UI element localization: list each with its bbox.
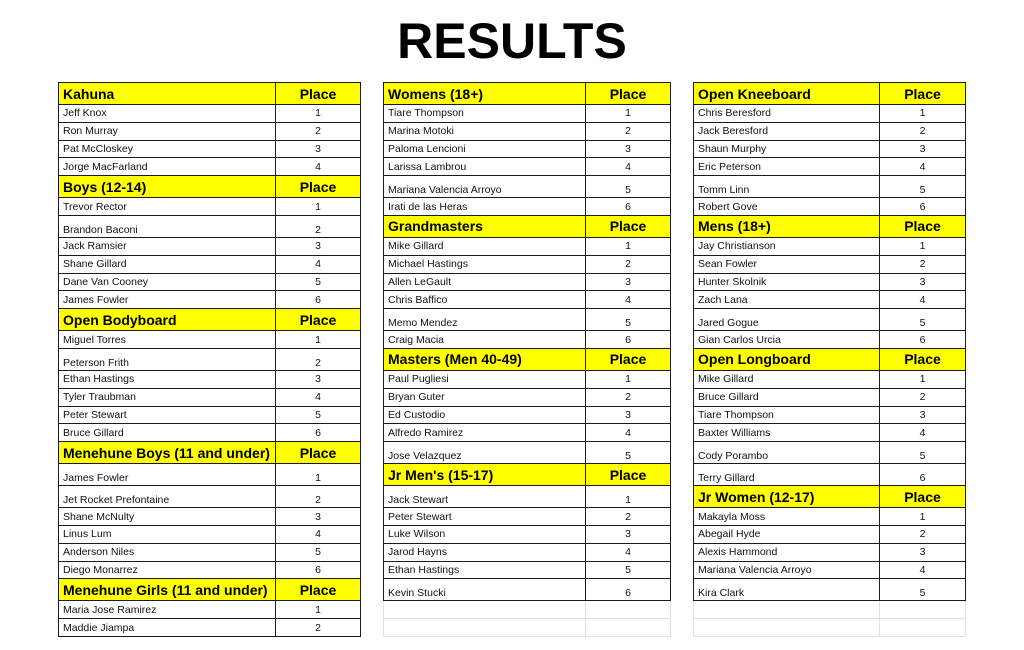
results-table xyxy=(58,82,361,637)
competitor-name: Craig Macia xyxy=(384,331,586,349)
table-row xyxy=(694,561,966,579)
results-table xyxy=(693,82,966,637)
place-value: 3 xyxy=(586,525,671,543)
competitor-name: Gian Carlos Urcia xyxy=(694,331,880,349)
competitor-name: Peter Stewart xyxy=(384,508,586,526)
place-value: 5 xyxy=(586,442,671,464)
competitor-name: Anderson Niles xyxy=(59,543,276,561)
section-header-row xyxy=(384,464,671,486)
place-value: 1 xyxy=(880,370,966,388)
place-value: 4 xyxy=(276,158,361,176)
competitor-name: Peterson Frith xyxy=(59,348,276,370)
competitor-name: Makayla Moss xyxy=(694,508,880,526)
competitor-name: Chris Baffico xyxy=(384,291,586,309)
empty-cell xyxy=(694,619,880,637)
competitor-name: Tiare Thompson xyxy=(694,406,880,424)
place-value: 3 xyxy=(276,508,361,526)
table-row xyxy=(694,464,966,486)
empty-row xyxy=(694,619,966,637)
table-row xyxy=(384,579,671,601)
place-value: 2 xyxy=(880,122,966,140)
place-value: 4 xyxy=(880,561,966,579)
competitor-name: Jorge MacFarland xyxy=(59,158,276,176)
table-row xyxy=(59,198,361,216)
table-row xyxy=(384,273,671,291)
place-column-header: Place xyxy=(276,83,361,105)
place-value: 5 xyxy=(276,406,361,424)
place-value: 2 xyxy=(880,388,966,406)
table-row xyxy=(59,273,361,291)
place-value: 3 xyxy=(880,273,966,291)
competitor-name: James Fowler xyxy=(59,291,276,309)
section-header-row xyxy=(694,215,966,237)
place-column-header: Place xyxy=(586,215,671,237)
table-row xyxy=(59,122,361,140)
section-header-row xyxy=(694,486,966,508)
section-header-row xyxy=(384,215,671,237)
place-column-header: Place xyxy=(276,579,361,601)
table-row xyxy=(694,424,966,442)
place-value: 6 xyxy=(586,331,671,349)
table-row xyxy=(384,543,671,561)
place-column-header: Place xyxy=(586,348,671,370)
section-header-row xyxy=(59,83,361,105)
competitor-name: Ethan Hastings xyxy=(59,370,276,388)
table-row xyxy=(694,309,966,331)
place-value: 1 xyxy=(586,370,671,388)
division-heading: Jr Women (12-17) xyxy=(694,486,880,508)
competitor-name: Tyler Traubman xyxy=(59,388,276,406)
competitor-name: Hunter Skolnik xyxy=(694,273,880,291)
table-row xyxy=(694,543,966,561)
empty-cell xyxy=(880,619,966,637)
section-header-row xyxy=(59,176,361,198)
table-row xyxy=(384,122,671,140)
competitor-name: Eric Peterson xyxy=(694,158,880,176)
competitor-name: Pat McCloskey xyxy=(59,140,276,158)
table-row xyxy=(694,406,966,424)
place-value: 5 xyxy=(276,543,361,561)
competitor-name: Baxter Williams xyxy=(694,424,880,442)
division-heading: Open Longboard xyxy=(694,348,880,370)
place-column-header: Place xyxy=(880,486,966,508)
division-heading: Open Bodyboard xyxy=(59,309,276,331)
section-header-row xyxy=(694,83,966,105)
competitor-name: Jack Beresford xyxy=(694,122,880,140)
table-row xyxy=(59,561,361,579)
table-row xyxy=(59,255,361,273)
table-row xyxy=(384,406,671,424)
table-row xyxy=(384,424,671,442)
place-value: 6 xyxy=(276,424,361,442)
competitor-name: Maria Jose Ramirez xyxy=(59,601,276,619)
table-row xyxy=(59,370,361,388)
place-value: 4 xyxy=(276,525,361,543)
competitor-name: Tiare Thompson xyxy=(384,105,586,123)
place-value: 4 xyxy=(880,158,966,176)
table-row xyxy=(694,140,966,158)
place-value: 1 xyxy=(880,237,966,255)
competitor-name: Luke Wilson xyxy=(384,525,586,543)
place-value: 2 xyxy=(276,619,361,637)
table-row xyxy=(59,237,361,255)
empty-cell xyxy=(586,619,671,637)
empty-cell xyxy=(880,601,966,619)
table-row xyxy=(384,525,671,543)
empty-row xyxy=(384,619,671,637)
place-value: 1 xyxy=(276,105,361,123)
competitor-name: Ed Custodio xyxy=(384,406,586,424)
place-value: 6 xyxy=(880,331,966,349)
place-value: 6 xyxy=(880,198,966,216)
place-value: 1 xyxy=(880,508,966,526)
place-value: 1 xyxy=(586,486,671,508)
table-row xyxy=(384,291,671,309)
table-row xyxy=(59,406,361,424)
table-row xyxy=(384,255,671,273)
place-column-header: Place xyxy=(586,464,671,486)
place-value: 5 xyxy=(880,442,966,464)
place-value: 1 xyxy=(586,105,671,123)
competitor-name: Allen LeGault xyxy=(384,273,586,291)
competitor-name: James Fowler xyxy=(59,464,276,486)
place-column-header: Place xyxy=(880,215,966,237)
competitor-name: Paul Pugliesi xyxy=(384,370,586,388)
place-value: 3 xyxy=(880,543,966,561)
section-header-row xyxy=(59,442,361,464)
empty-cell xyxy=(694,601,880,619)
place-column-header: Place xyxy=(880,83,966,105)
place-value: 3 xyxy=(586,406,671,424)
competitor-name: Zach Lana xyxy=(694,291,880,309)
division-heading: Menehune Boys (11 and under) xyxy=(59,442,276,464)
place-value: 5 xyxy=(586,176,671,198)
competitor-name: Terry Gillard xyxy=(694,464,880,486)
place-value: 5 xyxy=(880,579,966,601)
table-row xyxy=(59,486,361,508)
place-value: 4 xyxy=(880,424,966,442)
table-row xyxy=(694,525,966,543)
place-column-header: Place xyxy=(276,442,361,464)
place-value: 2 xyxy=(276,122,361,140)
place-value: 2 xyxy=(586,388,671,406)
competitor-name: Michael Hastings xyxy=(384,255,586,273)
table-row xyxy=(694,508,966,526)
place-value: 6 xyxy=(586,198,671,216)
place-value: 6 xyxy=(586,579,671,601)
table-row xyxy=(694,255,966,273)
table-row xyxy=(59,424,361,442)
table-row xyxy=(59,105,361,123)
place-value: 3 xyxy=(586,273,671,291)
competitor-name: Jet Rocket Prefontaine xyxy=(59,486,276,508)
competitor-name: Kira Clark xyxy=(694,579,880,601)
competitor-name: Jay Christianson xyxy=(694,237,880,255)
place-value: 2 xyxy=(586,255,671,273)
competitor-name: Bryan Guter xyxy=(384,388,586,406)
place-value: 3 xyxy=(276,237,361,255)
table-row xyxy=(59,525,361,543)
table-row xyxy=(694,122,966,140)
table-row xyxy=(59,348,361,370)
table-row xyxy=(59,508,361,526)
place-column-header: Place xyxy=(276,176,361,198)
competitor-name: Jared Gogue xyxy=(694,309,880,331)
section-header-row xyxy=(694,348,966,370)
table-row xyxy=(59,543,361,561)
division-heading: Masters (Men 40-49) xyxy=(384,348,586,370)
competitor-name: Linus Lum xyxy=(59,525,276,543)
place-value: 3 xyxy=(276,370,361,388)
place-value: 5 xyxy=(880,176,966,198)
table-row xyxy=(384,309,671,331)
place-value: 1 xyxy=(276,198,361,216)
table-row xyxy=(694,176,966,198)
table-row xyxy=(59,331,361,349)
competitor-name: Memo Mendez xyxy=(384,309,586,331)
place-value: 2 xyxy=(276,486,361,508)
competitor-name: Ethan Hastings xyxy=(384,561,586,579)
competitor-name: Shaun Murphy xyxy=(694,140,880,158)
division-heading: Open Kneeboard xyxy=(694,83,880,105)
competitor-name: Marina Motoki xyxy=(384,122,586,140)
place-value: 6 xyxy=(276,561,361,579)
place-value: 1 xyxy=(880,105,966,123)
table-row xyxy=(59,619,361,637)
table-row xyxy=(384,486,671,508)
competitor-name: Miguel Torres xyxy=(59,331,276,349)
place-column-header: Place xyxy=(276,309,361,331)
results-column-3 xyxy=(693,82,966,637)
place-value: 2 xyxy=(276,215,361,237)
table-row xyxy=(59,158,361,176)
place-value: 4 xyxy=(586,291,671,309)
competitor-name: Peter Stewart xyxy=(59,406,276,424)
table-row xyxy=(694,442,966,464)
table-row xyxy=(384,237,671,255)
competitor-name: Paloma Lencioni xyxy=(384,140,586,158)
competitor-name: Irati de las Heras xyxy=(384,198,586,216)
place-value: 4 xyxy=(586,424,671,442)
place-value: 4 xyxy=(276,255,361,273)
place-value: 2 xyxy=(586,508,671,526)
table-row xyxy=(694,198,966,216)
competitor-name: Jeff Knox xyxy=(59,105,276,123)
competitor-name: Bruce Gillard xyxy=(694,388,880,406)
division-heading: Boys (12-14) xyxy=(59,176,276,198)
competitor-name: Bruce Gillard xyxy=(59,424,276,442)
table-row xyxy=(384,198,671,216)
place-value: 1 xyxy=(276,331,361,349)
table-row xyxy=(694,291,966,309)
place-value: 1 xyxy=(276,601,361,619)
empty-row xyxy=(384,601,671,619)
division-heading: Jr Men's (15-17) xyxy=(384,464,586,486)
competitor-name: Ron Murray xyxy=(59,122,276,140)
competitor-name: Jose Velazquez xyxy=(384,442,586,464)
place-value: 5 xyxy=(586,561,671,579)
competitor-name: Larissa Lambrou xyxy=(384,158,586,176)
table-row xyxy=(694,105,966,123)
division-heading: Mens (18+) xyxy=(694,215,880,237)
competitor-name: Tomm Linn xyxy=(694,176,880,198)
place-value: 1 xyxy=(276,464,361,486)
place-value: 6 xyxy=(880,464,966,486)
results-column-1 xyxy=(58,82,361,637)
competitor-name: Sean Fowler xyxy=(694,255,880,273)
competitor-name: Robert Gove xyxy=(694,198,880,216)
section-header-row xyxy=(384,83,671,105)
place-value: 2 xyxy=(586,122,671,140)
competitor-name: Jack Ramsier xyxy=(59,237,276,255)
empty-cell xyxy=(384,619,586,637)
table-row xyxy=(59,464,361,486)
table-row xyxy=(694,237,966,255)
place-value: 4 xyxy=(880,291,966,309)
section-header-row xyxy=(384,348,671,370)
results-column-2 xyxy=(383,82,671,637)
place-value: 4 xyxy=(276,388,361,406)
competitor-name: Mariana Valencia Arroyo xyxy=(384,176,586,198)
place-column-header: Place xyxy=(880,348,966,370)
table-row xyxy=(384,105,671,123)
table-row xyxy=(694,273,966,291)
competitor-name: Kevin Stucki xyxy=(384,579,586,601)
table-row xyxy=(384,158,671,176)
table-row xyxy=(59,215,361,237)
table-row xyxy=(694,579,966,601)
competitor-name: Shane Gillard xyxy=(59,255,276,273)
place-value: 5 xyxy=(586,309,671,331)
table-row xyxy=(384,176,671,198)
table-row xyxy=(384,370,671,388)
table-row xyxy=(384,442,671,464)
competitor-name: Dane Van Cooney xyxy=(59,273,276,291)
place-value: 3 xyxy=(880,406,966,424)
empty-cell xyxy=(384,601,586,619)
place-value: 3 xyxy=(276,140,361,158)
section-header-row xyxy=(59,579,361,601)
competitor-name: Alfredo Ramirez xyxy=(384,424,586,442)
empty-cell xyxy=(586,601,671,619)
competitor-name: Diego Monarrez xyxy=(59,561,276,579)
place-value: 6 xyxy=(276,291,361,309)
competitor-name: Brandon Baconi xyxy=(59,215,276,237)
table-row xyxy=(384,140,671,158)
place-value: 2 xyxy=(880,525,966,543)
competitor-name: Mariana Valencia Arroyo xyxy=(694,561,880,579)
table-row xyxy=(59,140,361,158)
empty-row xyxy=(694,601,966,619)
results-table xyxy=(383,82,671,637)
table-row xyxy=(384,388,671,406)
place-column-header: Place xyxy=(586,83,671,105)
place-value: 3 xyxy=(880,140,966,158)
table-row xyxy=(59,291,361,309)
division-heading: Kahuna xyxy=(59,83,276,105)
place-value: 4 xyxy=(586,158,671,176)
division-heading: Grandmasters xyxy=(384,215,586,237)
competitor-name: Shane McNulty xyxy=(59,508,276,526)
competitor-name: Trevor Rector xyxy=(59,198,276,216)
place-value: 4 xyxy=(586,543,671,561)
table-row xyxy=(694,158,966,176)
competitor-name: Jack Stewart xyxy=(384,486,586,508)
division-heading: Menehune Girls (11 and under) xyxy=(59,579,276,601)
division-heading: Womens (18+) xyxy=(384,83,586,105)
table-row xyxy=(384,508,671,526)
place-value: 5 xyxy=(880,309,966,331)
table-row xyxy=(59,601,361,619)
place-value: 2 xyxy=(276,348,361,370)
competitor-name: Cody Porambo xyxy=(694,442,880,464)
competitor-name: Alexis Hammond xyxy=(694,543,880,561)
table-row xyxy=(59,388,361,406)
table-row xyxy=(694,370,966,388)
competitor-name: Abegail Hyde xyxy=(694,525,880,543)
competitor-name: Mike Gillard xyxy=(384,237,586,255)
competitor-name: Chris Beresford xyxy=(694,105,880,123)
table-row xyxy=(694,331,966,349)
place-value: 3 xyxy=(586,140,671,158)
table-row xyxy=(694,388,966,406)
place-value: 2 xyxy=(880,255,966,273)
competitor-name: Maddie Jiampa xyxy=(59,619,276,637)
section-header-row xyxy=(59,309,361,331)
place-value: 1 xyxy=(586,237,671,255)
competitor-name: Jarod Hayns xyxy=(384,543,586,561)
page-title: RESULTS xyxy=(397,13,627,69)
table-row xyxy=(384,331,671,349)
place-value: 5 xyxy=(276,273,361,291)
competitor-name: Mike Gillard xyxy=(694,370,880,388)
table-row xyxy=(384,561,671,579)
